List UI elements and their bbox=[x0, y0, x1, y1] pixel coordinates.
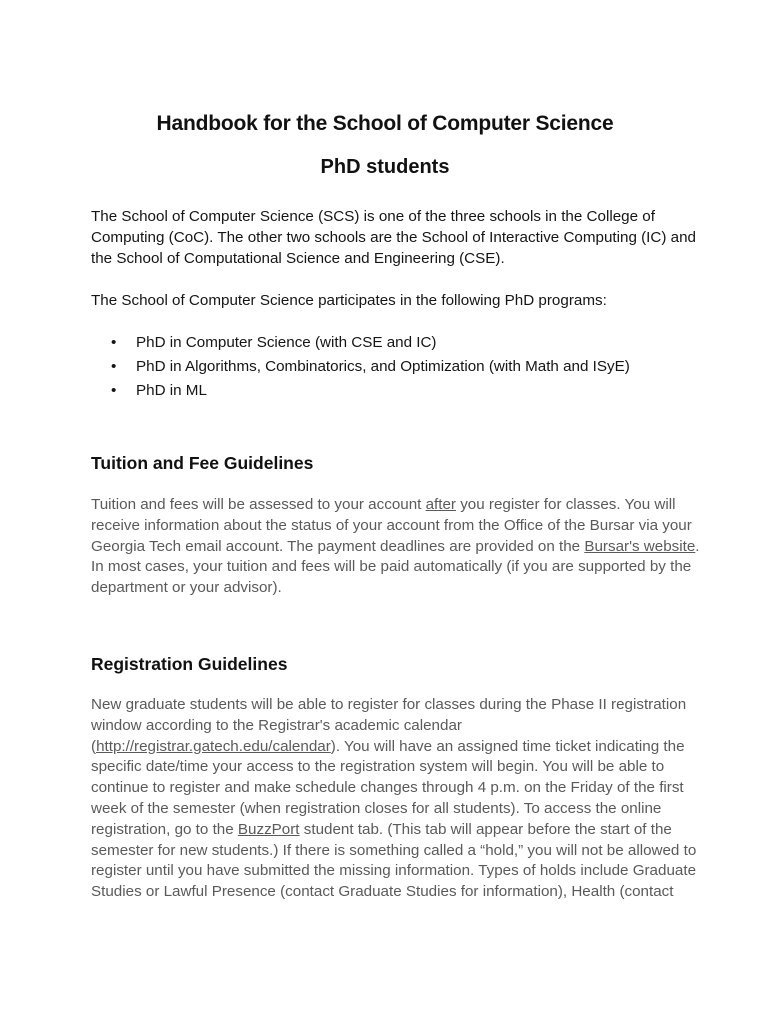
bullet-icon: • bbox=[111, 358, 117, 375]
program-label: PhD in ML bbox=[136, 382, 207, 399]
programs-lead-paragraph: The School of Computer Science participates in the following PhD programs: bbox=[91, 292, 607, 309]
registration-paragraph bbox=[91, 695, 711, 903]
tuition-paragraph bbox=[91, 495, 711, 599]
tuition-heading: Tuition and Fee Guidelines bbox=[91, 453, 314, 473]
tuition-text-2: you register for classes. You will receive information about the status of your account from the Office of the Bursar via your Georgia Tech email account. The payment deadlines are provided on the bbox=[91, 496, 692, 555]
registration-text-3: student tab. (This tab will appear before the start of the semester for new students.) If there is something called a “hold,” you will not be allowed to register until you have submitted the missing information. Types of holds include Graduate Studies or Lawful Presence (contact Graduate Studies for information), Health (contact bbox=[91, 820, 697, 901]
bullet-icon: • bbox=[111, 382, 117, 399]
registration-text-1: New graduate students will be able to register for classes during the Phase II registration window according to the Registrar's academic calendar ( bbox=[91, 696, 687, 755]
programs-list bbox=[111, 331, 630, 403]
tuition-text-1: Tuition and fees will be assessed to your account bbox=[91, 496, 426, 513]
registration-text-2: ). You will have an assigned time ticket indicating the specific date/time your access to the registration system will begin. You will be able to continue to register and make schedule changes through 4 p.m. on the Friday of the first week of the semester (when registration closes for all students). To access the online registration, go to the bbox=[91, 737, 685, 838]
document-title: Handbook for the School of Computer Science bbox=[156, 112, 614, 135]
buzzport-link[interactable]: BuzzPort bbox=[237, 820, 300, 838]
intro-paragraph: The School of Computer Science (SCS) is one of the three schools in the College of Computing (CoC). The other two schools are the School of Interactive Computing (IC) and the School of Computational Science and Engineering (CSE). bbox=[91, 208, 696, 267]
registration-heading: Registration Guidelines bbox=[91, 654, 288, 674]
bullet-icon: • bbox=[111, 334, 117, 351]
tuition-text-3: . In most cases, your tuition and fees will be paid automatically (if you are supported by the department or your advisor). bbox=[91, 537, 700, 597]
program-label: PhD in Algorithms, Combinatorics, and Optimization (with Math and ISyE) bbox=[136, 358, 630, 375]
registrar-calendar-link[interactable]: http://registrar.gatech.edu/calendar bbox=[96, 737, 331, 755]
after-link[interactable]: after bbox=[425, 496, 456, 513]
list-item bbox=[111, 355, 630, 379]
list-item bbox=[111, 379, 630, 403]
program-label: PhD in Computer Science (with CSE and IC) bbox=[136, 334, 437, 351]
list-item bbox=[111, 331, 630, 355]
document-subtitle: PhD students bbox=[320, 156, 450, 178]
bursar-website-link[interactable]: Bursar's website bbox=[584, 537, 696, 555]
